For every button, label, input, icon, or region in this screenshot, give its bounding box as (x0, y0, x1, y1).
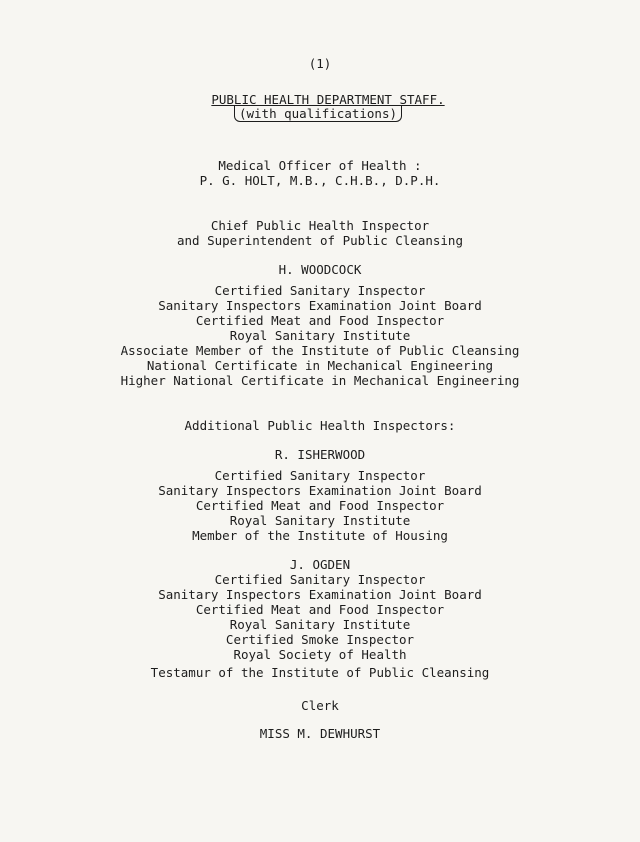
chief-qual: Certified Meat and Food Inspector (195, 313, 445, 328)
page-number: (1) (308, 56, 332, 71)
chief-heading-1: Chief Public Health Inspector (210, 218, 430, 233)
clerk-name: MISS M. DEWHURST (259, 726, 381, 741)
inspector2-qual: Certified Sanitary Inspector (214, 572, 426, 587)
inspector2-qual: Sanitary Inspectors Examination Joint Board (158, 587, 482, 602)
page-title: PUBLIC HEALTH DEPARTMENT STAFF. (211, 92, 445, 107)
inspector2-qual: Certified Smoke Inspector (225, 632, 415, 647)
chief-qual: Sanitary Inspectors Examination Joint Board (158, 298, 482, 313)
chief-heading-2: and Superintendent of Public Cleansing (177, 233, 463, 248)
chief-qual: National Certificate in Mechanical Engineering (146, 358, 494, 373)
page-subtitle: (with qualifications) (234, 106, 402, 122)
inspector1-name: R. ISHERWOOD (274, 447, 366, 462)
additional-heading: Additional Public Health Inspectors: (184, 418, 456, 433)
chief-qual: Certified Sanitary Inspector (214, 283, 426, 298)
inspector2-qual: Royal Sanitary Institute (229, 617, 411, 632)
chief-qual: Royal Sanitary Institute (229, 328, 411, 343)
chief-name: H. WOODCOCK (278, 262, 362, 277)
chief-qual: Higher National Certificate in Mechanical Engineering (120, 373, 520, 388)
inspector1-qual: Royal Sanitary Institute (229, 513, 411, 528)
inspector1-qual: Sanitary Inspectors Examination Joint Board (158, 483, 482, 498)
inspector1-qual: Member of the Institute of Housing (192, 528, 448, 543)
chief-qual: Associate Member of the Institute of Public Cleansing (120, 343, 520, 358)
inspector2-qual: Royal Society of Health (233, 647, 407, 662)
inspector1-qual: Certified Meat and Food Inspector (195, 498, 445, 513)
inspector1-qual: Certified Sanitary Inspector (214, 468, 426, 483)
moh-heading: Medical Officer of Health : (218, 158, 422, 173)
clerk-heading: Clerk (301, 698, 339, 713)
inspector2-qual: Certified Meat and Food Inspector (195, 602, 445, 617)
moh-name: P. G. HOLT, M.B., C.H.B., D.P.H. (199, 173, 441, 188)
inspector2-name: J. OGDEN (289, 557, 351, 572)
inspector2-qual: Testamur of the Institute of Public Cleansing (150, 665, 490, 680)
